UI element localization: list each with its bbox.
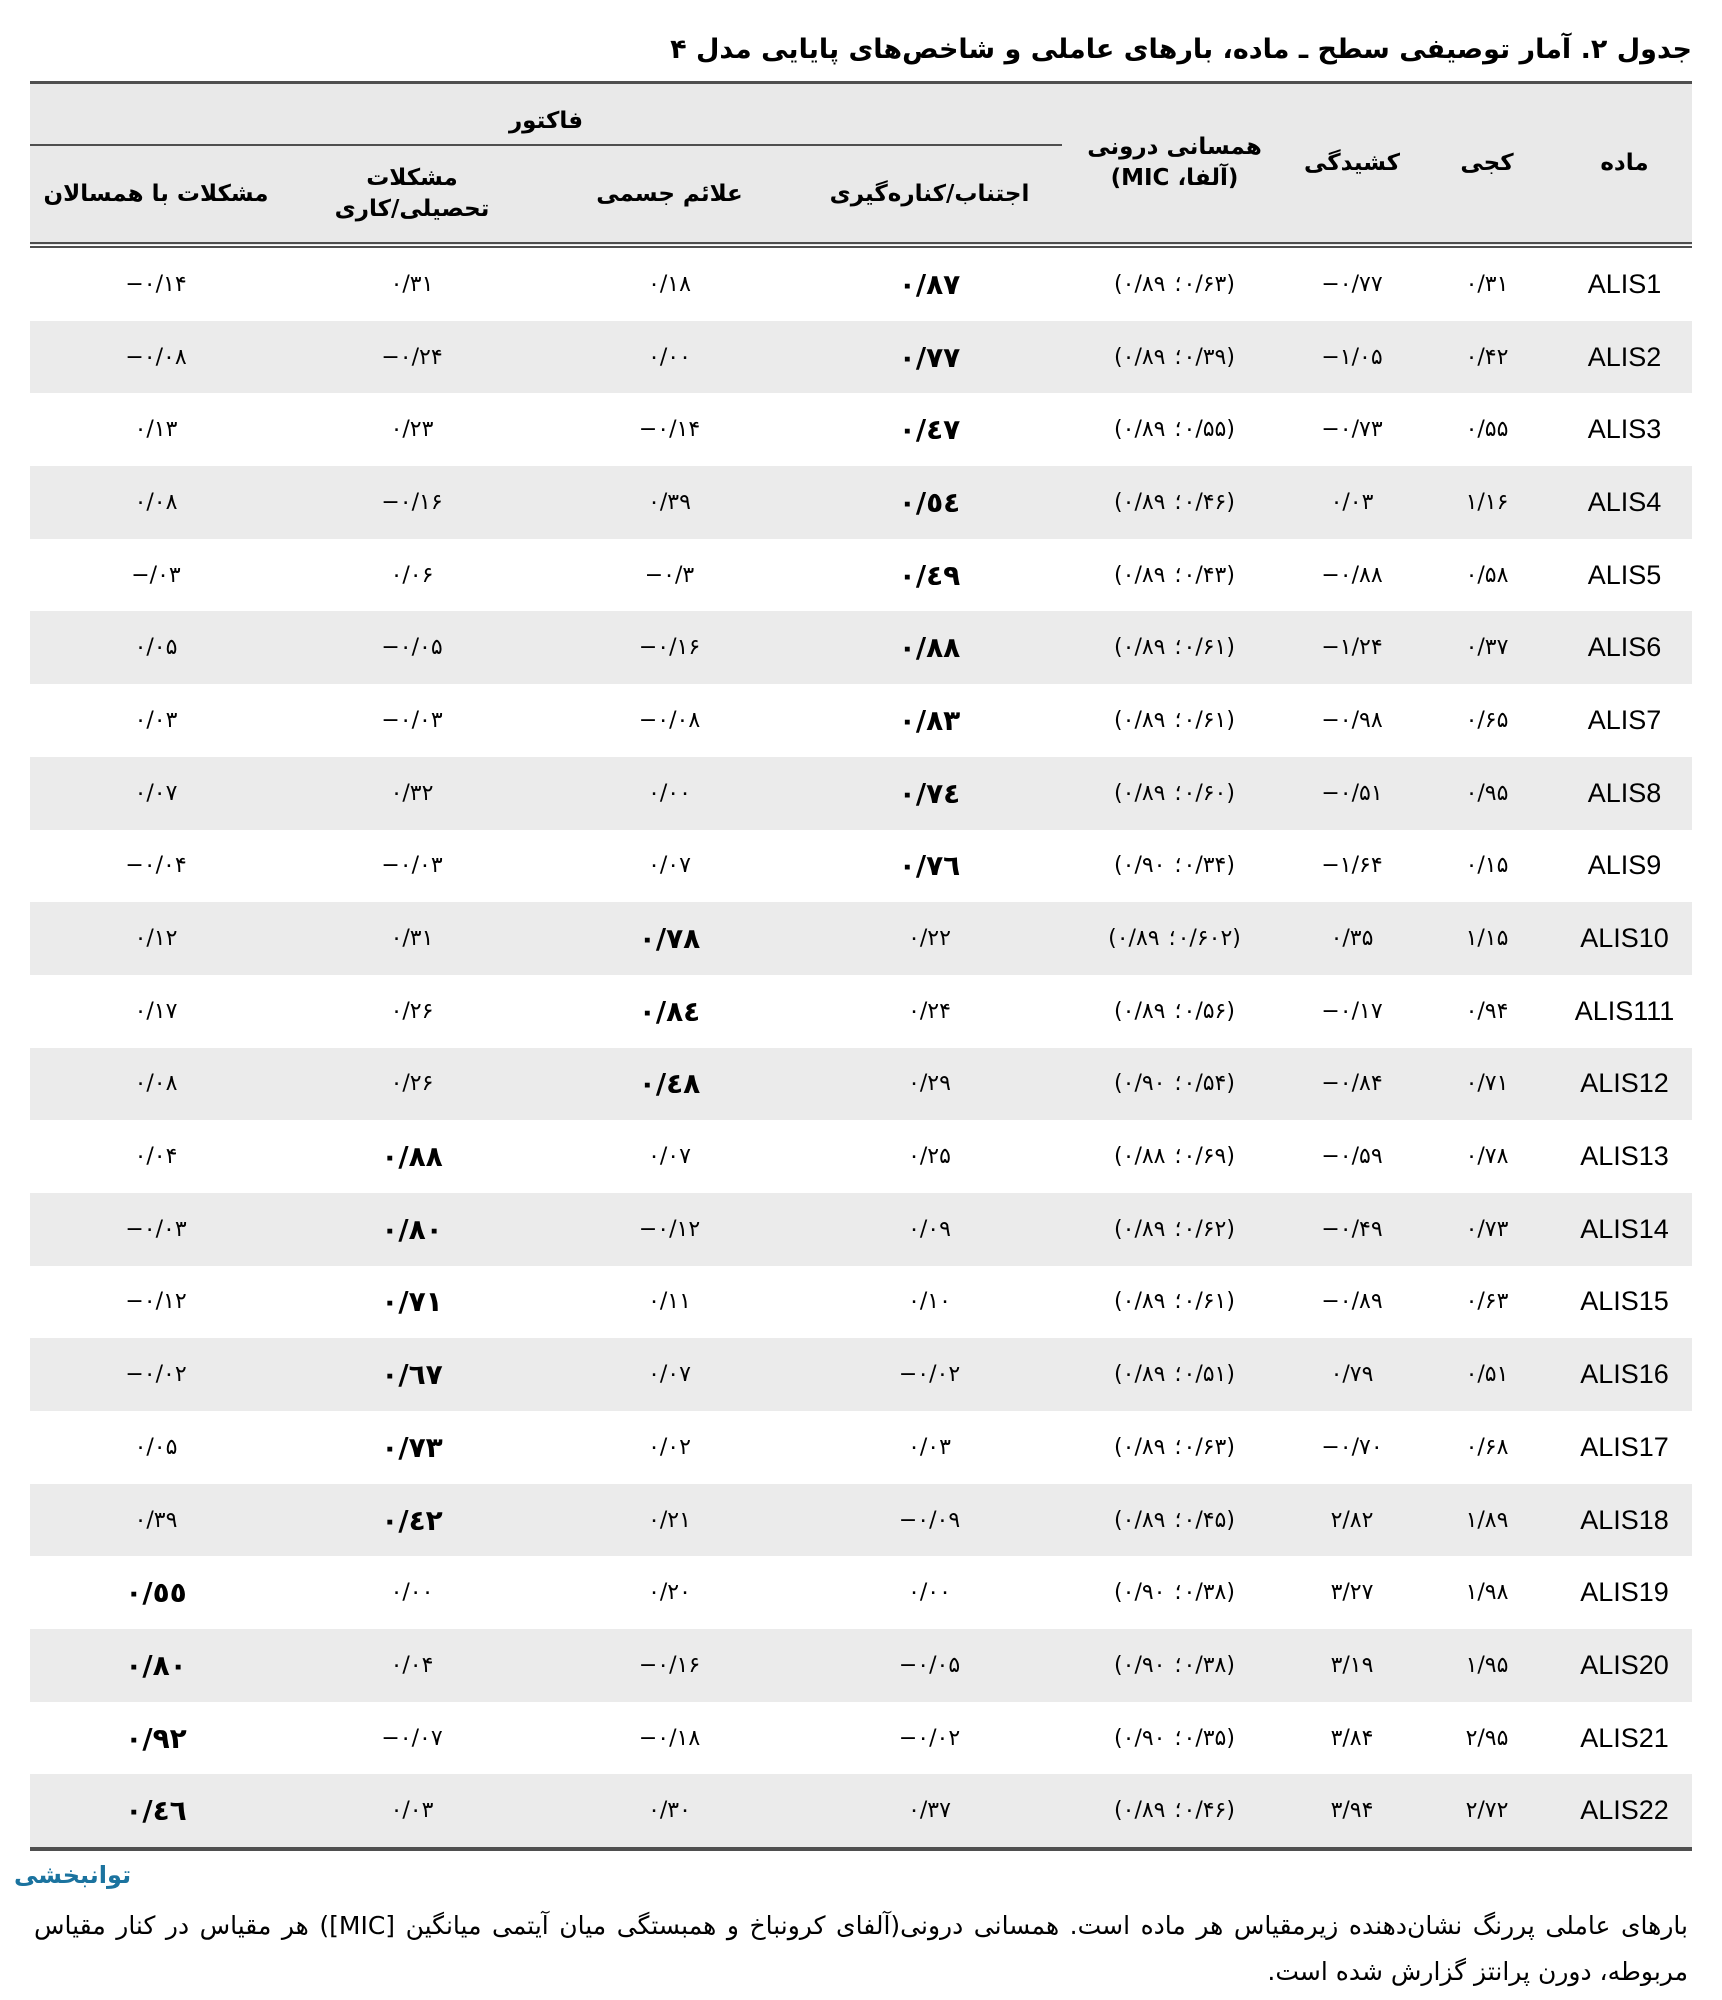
cell-peers: ۰/۱۳ [134,417,178,443]
table-row [30,1120,1692,1193]
cell-internal-consistency: ( ۰/۸۹ ؛ ۰/۶۲ ) [1114,1216,1235,1242]
cell-skewness: ۰/۹۵ [1465,780,1509,806]
cell-kurtosis: ۲/۸۲ [1330,1507,1374,1533]
cell-physical: ۰/۱۱ [648,1289,691,1315]
col-header-avoidance: اجتناب/کناره‌گیری [797,145,1062,245]
table-row [30,684,1692,757]
cell-academic: ۰/۲۶ [390,1071,434,1097]
col-header-internal-consistency [1062,83,1287,246]
cell-peers: ۰/۰۷ [134,780,178,806]
cell-physical: ۰/۰۷ [648,853,691,879]
table-row [30,1484,1692,1557]
cell-skewness: ۰/۳۱ [1465,271,1509,297]
col-header-kurtosis: کشیدگی [1287,83,1417,246]
cell-kurtosis: −۰/۷۰ [1321,1434,1383,1460]
cell-peers: ۰/۱۷ [134,998,178,1024]
cell-item: ALIS17 [1580,1431,1669,1462]
cell-item: ALIS4 [1587,486,1662,517]
cell-internal-consistency: ( ۰/۸۹ ؛ ۰/۴۶ ) [1114,1798,1235,1824]
table-row [30,902,1692,975]
cell-peers: −۰/۱۴ [125,271,187,297]
cell-internal-consistency: ( ۰/۸۹ ؛ ۰/۵۱ ) [1114,1362,1235,1388]
col-header-physical: علائم جسمی [542,145,797,245]
table-title: جدول ۲. آمار توصیفی سطح ـ ماده، بارهای عاملی و شاخص‌های پایایی مدل ۴ [670,34,1692,65]
cell-avoidance: ۰/۸۳ [898,703,961,737]
cell-physical: ۰/۰۰ [648,344,691,370]
cell-item: ALIS9 [1587,850,1662,881]
cell-avoidance: ۰/۲۹ [908,1071,951,1097]
cell-internal-consistency: ( ۰/۸۸ ؛ ۰/۶۹ ) [1114,1144,1235,1170]
cell-item: ALIS21 [1580,1722,1669,1753]
cell-peers: ۰/٤٦ [125,1794,187,1828]
cell-peers: −/۰۳ [131,562,181,588]
cell-item: ALIS5 [1587,559,1662,590]
table-row [30,1266,1692,1339]
cell-item: ALIS7 [1587,704,1662,735]
cell-skewness: ۱/۱۶ [1465,489,1509,515]
table-row [30,830,1692,903]
cell-skewness: ۱/۹۵ [1465,1652,1509,1678]
cell-peers: −۰/۰۳ [125,1216,187,1242]
table-footnote: بارهای عاملی پررنگ نشان‌دهنده زیرمقیاس هر ماده است. همسانی درونی(آلفای کرونباخ و همبستگی میان آیتمی میانگین [MIC]) هر مقیاس در کنار مقیاس مربوطه، دورن پرانتز گزارش شده است. [34,1911,1688,1986]
cell-kurtosis: −۱/۲۴ [1321,635,1383,661]
cell-skewness: ۰/۱۵ [1465,853,1509,879]
cell-avoidance: ۰/۷۷ [898,340,961,374]
cell-peers: ۰/۰۵ [134,1434,178,1460]
cell-internal-consistency: ( ۰/۹۰ ؛ ۰/۳۸ ) [1114,1580,1235,1606]
cell-academic: ۰/۰۳ [390,1798,434,1824]
cell-kurtosis: ۰/۷۹ [1330,1362,1374,1388]
cell-physical: −۰/۳ [644,562,695,588]
cell-avoidance: −۰/۰۲ [898,1362,961,1388]
cell-avoidance: −۰/۰۹ [898,1507,961,1533]
cell-item: ALIS20 [1580,1649,1669,1680]
cell-physical: ۰/۰۲ [648,1434,691,1460]
cell-avoidance: ۰/۷٤ [898,776,961,810]
cell-academic: −۰/۰۷ [381,1725,443,1751]
cell-academic: ۰/۲۶ [390,998,434,1024]
table-body [30,245,1692,1849]
cell-peers: ۰/۰۸ [134,489,178,515]
cell-academic: ۰/۰۴ [390,1652,434,1678]
cell-physical: ۰/۷۸ [638,922,701,956]
cell-avoidance: ۰/۰۰ [908,1580,951,1606]
cell-academic: −۰/۱۶ [381,489,443,515]
cell-kurtosis: −۰/۸۹ [1321,1289,1383,1315]
cell-item: ALIS13 [1580,1141,1669,1172]
cell-avoidance: ۰/٤۹ [898,558,961,592]
cell-physical: −۰/۱۸ [638,1725,701,1751]
cell-academic: ۰/۸۰ [381,1212,443,1246]
cell-kurtosis: ۳/۲۷ [1330,1580,1374,1606]
cell-internal-consistency: ( ۰/۹۰ ؛ ۰/۳۸ ) [1114,1652,1235,1678]
table-row [30,1556,1692,1629]
cell-avoidance: ۰/۸۷ [898,267,961,301]
cell-academic: −۰/۰۳ [381,707,443,733]
cell-item: ALIS12 [1580,1068,1669,1099]
table-row [30,975,1692,1048]
table-row [30,1411,1692,1484]
cell-avoidance: ۰/۲۲ [908,926,951,952]
cell-item: ALIS1 [1587,268,1662,299]
cell-avoidance: ۰/۳۷ [908,1798,951,1824]
cell-physical: ۰/۳۹ [648,489,691,515]
cell-skewness: ۱/۹۸ [1465,1580,1509,1606]
cell-physical: ۰/۸٤ [638,994,701,1028]
cell-peers: −۰/۰۸ [125,344,187,370]
academic-header-line2: تحصیلی/کاری [334,196,490,222]
cell-skewness: ۰/۵۸ [1465,562,1509,588]
cell-internal-consistency: ( ۰/۸۹ ؛ ۰/۶۳ ) [1114,1434,1235,1460]
table-row [30,757,1692,830]
cell-kurtosis: ۳/۸۴ [1330,1725,1374,1751]
cell-physical: ۰/۲۰ [648,1580,691,1606]
cell-avoidance: −۰/۰۲ [898,1725,961,1751]
cell-academic: ۰/۰۰ [390,1580,434,1606]
cell-academic: ۰/۳۲ [390,780,434,806]
col-header-skewness: کجی [1417,83,1557,246]
cell-academic: ۰/۸۸ [381,1140,443,1174]
cell-internal-consistency: ( ۰/۸۹ ؛ ۰/۶۰ ) [1114,780,1235,806]
cell-physical: ۰/۰۰ [648,780,691,806]
cell-skewness: ۱/۱۵ [1465,926,1509,952]
cell-item: ALIS19 [1580,1577,1669,1608]
cell-peers: −۰/۰۴ [125,853,187,879]
table-row [30,539,1692,612]
cell-peers: ۰/۳۹ [134,1507,178,1533]
cell-kurtosis: −۰/۱۷ [1321,998,1383,1024]
col-header-item: ماده [1557,83,1692,246]
cell-item: ALIS111 [1574,995,1675,1026]
cell-skewness: ۰/۶۳ [1465,1289,1509,1315]
table-row [30,1629,1692,1702]
cell-academic: −۰/۰۵ [381,635,443,661]
cell-internal-consistency: ( ۰/۸۹ ؛ ۰/۶۰۲ ) [1108,926,1241,952]
cell-academic: ۰/۷۳ [381,1430,443,1464]
cell-peers: ۰/٥٥ [125,1576,187,1610]
cell-avoidance: ۰/٤۷ [898,413,961,447]
cell-physical: ۰/۰۷ [648,1362,691,1388]
cell-internal-consistency: ( ۰/۸۹ ؛ ۰/۶۱ ) [1114,635,1235,661]
cell-avoidance: ۰/۸۸ [898,631,961,665]
cell-kurtosis: ۰/۳۵ [1330,926,1374,952]
cell-physical: ۰/۲۱ [648,1507,691,1533]
cell-avoidance: ۰/۰۹ [908,1216,951,1242]
table-row [30,1193,1692,1266]
cell-academic: ۰/٦۷ [381,1358,443,1392]
cell-physical: ۰/۳۰ [648,1798,691,1824]
col-header-academic [282,145,542,245]
academic-header-line1: مشکلات [366,164,458,191]
cell-avoidance: −۰/۰۵ [898,1652,961,1678]
cell-avoidance: ۰/٥٤ [898,485,961,519]
table-row [30,466,1692,539]
cell-peers: ۰/۹۲ [125,1721,187,1755]
cell-kurtosis: ۰/۰۳ [1330,489,1374,515]
cell-physical: ۰/۰۷ [648,1144,691,1170]
col-group-factor: فاکتور [30,83,1062,146]
table-row [30,245,1692,321]
cell-kurtosis: −۰/۵۹ [1321,1144,1383,1170]
cell-internal-consistency: ( ۰/۸۹ ؛ ۰/۶۱ ) [1114,707,1235,733]
cell-kurtosis: −۰/۴۹ [1321,1216,1383,1242]
cell-internal-consistency: ( ۰/۸۹ ؛ ۰/۳۹ ) [1114,344,1235,370]
cell-avoidance: ۰/۲۵ [908,1144,951,1170]
cell-physical: −۰/۱۴ [638,417,701,443]
internal-consistency-line1: همسانی درونی [1087,133,1262,160]
cell-item: ALIS14 [1580,1213,1669,1244]
table-row [30,321,1692,394]
cell-peers: ۰/۸۰ [125,1648,187,1682]
cell-item: ALIS22 [1580,1795,1669,1826]
cell-peers: ۰/۰۸ [134,1071,178,1097]
cell-item: ALIS10 [1580,923,1669,954]
cell-physical: ۰/۱۸ [648,271,691,297]
cell-physical: −۰/۱۶ [638,635,701,661]
footer [0,1857,1722,1994]
cell-kurtosis: −۰/۸۴ [1321,1071,1383,1097]
cell-skewness: ۰/۵۵ [1465,417,1509,443]
cell-academic: ۰/٤۲ [381,1503,443,1537]
cell-kurtosis: −۰/۹۸ [1321,707,1383,733]
cell-skewness: ۰/۷۸ [1465,1144,1509,1170]
cell-avoidance: ۰/۷٦ [898,849,961,883]
cell-item: ALIS18 [1580,1504,1669,1535]
table-row [30,1774,1692,1849]
table-row [30,393,1692,466]
cell-item: ALIS15 [1580,1286,1669,1317]
cell-avoidance: ۰/۱۰ [908,1289,951,1315]
cell-kurtosis: −۰/۷۳ [1321,417,1383,443]
internal-consistency-line2: (آلفا، MIC) [1110,165,1239,191]
col-header-peers: مشکلات با همسالان [30,145,282,245]
cell-skewness: ۰/۶۵ [1465,707,1509,733]
table-header [30,83,1692,246]
cell-internal-consistency: ( ۰/۹۰ ؛ ۰/۳۵ ) [1114,1725,1235,1751]
cell-skewness: ۰/۷۱ [1465,1071,1509,1097]
cell-internal-consistency: ( ۰/۸۹ ؛ ۰/۴۶ ) [1114,489,1235,515]
cell-physical: −۰/۱۶ [638,1652,701,1678]
cell-peers: ۰/۰۳ [134,707,178,733]
cell-internal-consistency: ( ۰/۸۹ ؛ ۰/۵۶ ) [1114,998,1235,1024]
cell-kurtosis: ۳/۹۴ [1330,1798,1374,1824]
cell-item: ALIS6 [1587,632,1662,663]
table-row [30,1338,1692,1411]
cell-skewness: ۰/۴۲ [1465,344,1509,370]
cell-academic: ۰/۳۱ [390,271,434,297]
cell-avoidance: ۰/۲۴ [908,998,951,1024]
cell-physical: −۰/۱۲ [638,1216,701,1242]
results-table [30,81,1692,1851]
cell-peers: ۰/۰۵ [134,635,178,661]
table-row [30,611,1692,684]
cell-peers: ۰/۱۲ [134,926,178,952]
cell-kurtosis: ۳/۱۹ [1330,1652,1374,1678]
cell-internal-consistency: ( ۰/۹۰ ؛ ۰/۳۴ ) [1114,853,1235,879]
cell-kurtosis: −۱/۶۴ [1321,853,1383,879]
cell-skewness: ۲/۷۲ [1465,1798,1509,1824]
cell-academic: ۰/۰۶ [390,562,434,588]
table-row [30,1048,1692,1121]
cell-internal-consistency: ( ۰/۸۹ ؛ ۰/۶۱ ) [1114,1289,1235,1315]
cell-skewness: ۰/۶۸ [1465,1434,1509,1460]
cell-item: ALIS16 [1580,1359,1669,1390]
cell-peers: −۰/۱۲ [125,1289,187,1315]
table-row [30,1702,1692,1775]
cell-item: ALIS8 [1587,777,1662,808]
cell-skewness: ۰/۷۳ [1465,1216,1509,1242]
cell-avoidance: ۰/۰۳ [908,1434,951,1460]
cell-peers: −۰/۰۲ [125,1362,187,1388]
cell-academic: −۰/۲۴ [381,344,443,370]
cell-physical: ۰/٤۸ [638,1067,701,1101]
cell-physical: −۰/۰۸ [638,707,701,733]
cell-item: ALIS3 [1587,414,1662,445]
cell-kurtosis: −۰/۸۸ [1321,562,1383,588]
journal-logo: توانبخشی [14,1861,132,1890]
cell-academic: −۰/۰۳ [381,853,443,879]
cell-internal-consistency: ( ۰/۹۰ ؛ ۰/۵۴ ) [1114,1071,1235,1097]
cell-internal-consistency: ( ۰/۸۹ ؛ ۰/۶۳ ) [1114,271,1235,297]
cell-kurtosis: −۰/۵۱ [1321,780,1383,806]
cell-skewness: ۰/۵۱ [1465,1362,1509,1388]
cell-internal-consistency: ( ۰/۸۹ ؛ ۰/۴۵ ) [1114,1507,1235,1533]
cell-skewness: ۰/۹۴ [1465,998,1509,1024]
cell-peers: ۰/۰۴ [134,1144,178,1170]
cell-skewness: ۱/۸۹ [1465,1507,1509,1533]
cell-skewness: ۰/۳۷ [1465,635,1509,661]
cell-academic: ۰/۳۱ [390,926,434,952]
cell-skewness: ۲/۹۵ [1465,1725,1509,1751]
cell-kurtosis: −۰/۷۷ [1321,271,1383,297]
cell-academic: ۰/۷۱ [381,1285,443,1319]
cell-internal-consistency: ( ۰/۸۹ ؛ ۰/۴۳ ) [1114,562,1235,588]
cell-item: ALIS2 [1587,341,1662,372]
cell-academic: ۰/۲۳ [390,417,434,443]
cell-kurtosis: −۱/۰۵ [1321,344,1383,370]
cell-internal-consistency: ( ۰/۸۹ ؛ ۰/۵۵ ) [1114,417,1235,443]
